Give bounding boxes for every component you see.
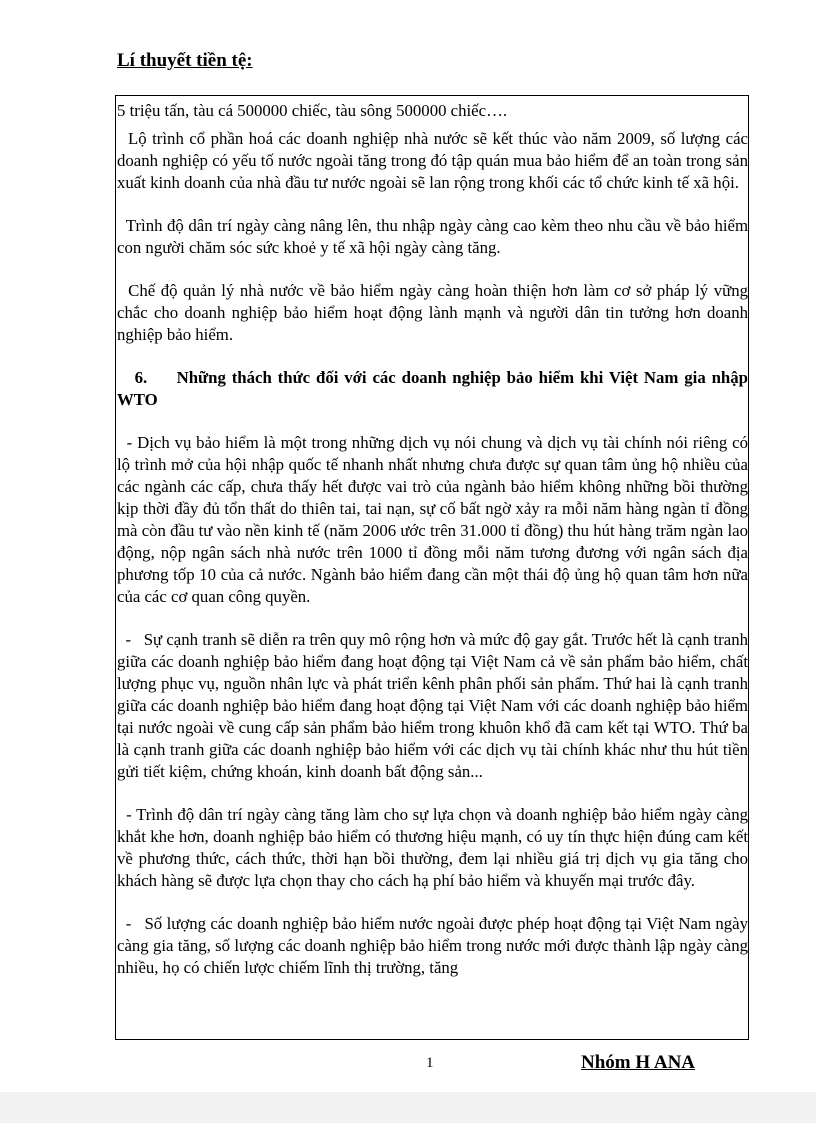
section-heading-wto-challenges: 6. Những thách thức đối với các doanh nghiệp bảo hiểm khi Việt Nam gia nhập WTO [117,368,748,409]
paragraph-education-level: Trình độ dân trí ngày càng nâng lên, thu nhập ngày càng cao kèm theo nhu cầu về bảo hiểm con người chăm sóc sức khoẻ y tế xã hội ngày càng tăng. [117,216,748,257]
page-number: 1 [426,1055,434,1071]
paragraph-continuation: 5 triệu tấn, tàu cá 500000 chiếc, tàu sông 500000 chiếc…. [117,101,508,120]
document-header-title: Lí thuyết tiền tệ: [117,50,253,71]
text-frame [115,95,749,1040]
paragraph-customer-selection: - Trình độ dân trí ngày càng tăng làm cho sự lựa chọn và doanh nghiệp bảo hiểm ngày càng khắt khe hơn, doanh nghiệp bảo hiểm có thương hiệu mạnh, có uy tín thực hiện đúng cam kết về phương thức, cách thức, thời hạn bồi thường, đem lại nhiều giá trị dịch vụ gia tăng cho khách hàng sẽ được lựa chọn thay cho cách hạ phí bảo hiểm và khuyến mại trước đây. [117,805,748,890]
paragraph-foreign-insurers: - Số lượng các doanh nghiệp bảo hiểm nước ngoài được phép hoạt động tại Việt Nam ngày càng gia tăng, số lượng các doanh nghiệp bảo hiểm trong nước mới được thành lập ngày càng nhiều, họ có chiến lược chiếm lĩnh thị trường, tăng [117,914,748,977]
paragraph-insurance-services: - Dịch vụ bảo hiểm là một trong những dịch vụ nói chung và dịch vụ tài chính nói riêng có lộ trình mở của hội nhập quốc tế nhanh nhất nhưng chưa được sự quan tâm ủng hộ nhiều của các ngành các cấp, chưa thấy hết được vai trò của ngành bảo hiểm không những bồi thường kịp thời đầy đủ tổn thất do thiên tai, tai nạn, sự cố bất ngờ xảy ra mỗi năm hàng ngàn tỉ đồng mà còn đầu tư vào nền kinh tế (năm 2006 ước trên 31.000 tỉ đồng) thu hút hàng trăm ngàn lao động, nộp ngân sách nhà nước trên 1000 tỉ đồng mỗi năm tương đương với ngân sách địa phương tốp 10 của cả nước. Ngành bảo hiểm đang cần một thái độ ủng hộ quan tâm hơn nữa của các cơ quan công quyền. [117,433,748,606]
paragraph-equitization: Lộ trình cổ phần hoá các doanh nghiệp nhà nước sẽ kết thúc vào năm 2009, số lượng các doanh nghiệp có yếu tố nước ngoài tăng trong đó tập quán mua bảo hiểm để an toàn trong sản xuất kinh doanh của nhà đầu tư nước ngoài sẽ lan rộng trong khối các tổ chức kinh tế xã hội. [117,129,748,192]
footer-group-name: Nhóm H ANA [581,1052,696,1073]
paragraph-competition: - Sự cạnh tranh sẽ diễn ra trên quy mô rộng hơn và mức độ gay gắt. Trước hết là cạnh tranh giữa các doanh nghiệp bảo hiểm đang hoạt động tại Việt Nam cả về sản phẩm bảo hiểm, chất lượng phục vụ, nguồn nhân lực và phát triển kênh phân phối sản phẩm. Thứ hai là cạnh tranh giữa các doanh nghiệp bảo hiểm đang hoạt động tại Việt Nam với các doanh nghiệp bảo hiểm tại nước ngoài về cung cấp sản phẩm bảo hiểm trong khuôn khổ đã cam kết tại WTO. Thứ ba là cạnh tranh giữa các doanh nghiệp bảo hiểm với các dịch vụ tài chính khác như thu hút tiền gửi tiết kiệm, chứng khoán, kinh doanh bất động sản... [117,630,748,781]
paragraph-state-management: Chế độ quản lý nhà nước về bảo hiểm ngày càng hoàn thiện hơn làm cơ sở pháp lý vững chắc cho doanh nghiệp bảo hiểm hoạt động lành mạnh và người dân tin tưởng hơn doanh nghiệp bảo hiểm. [117,281,748,344]
